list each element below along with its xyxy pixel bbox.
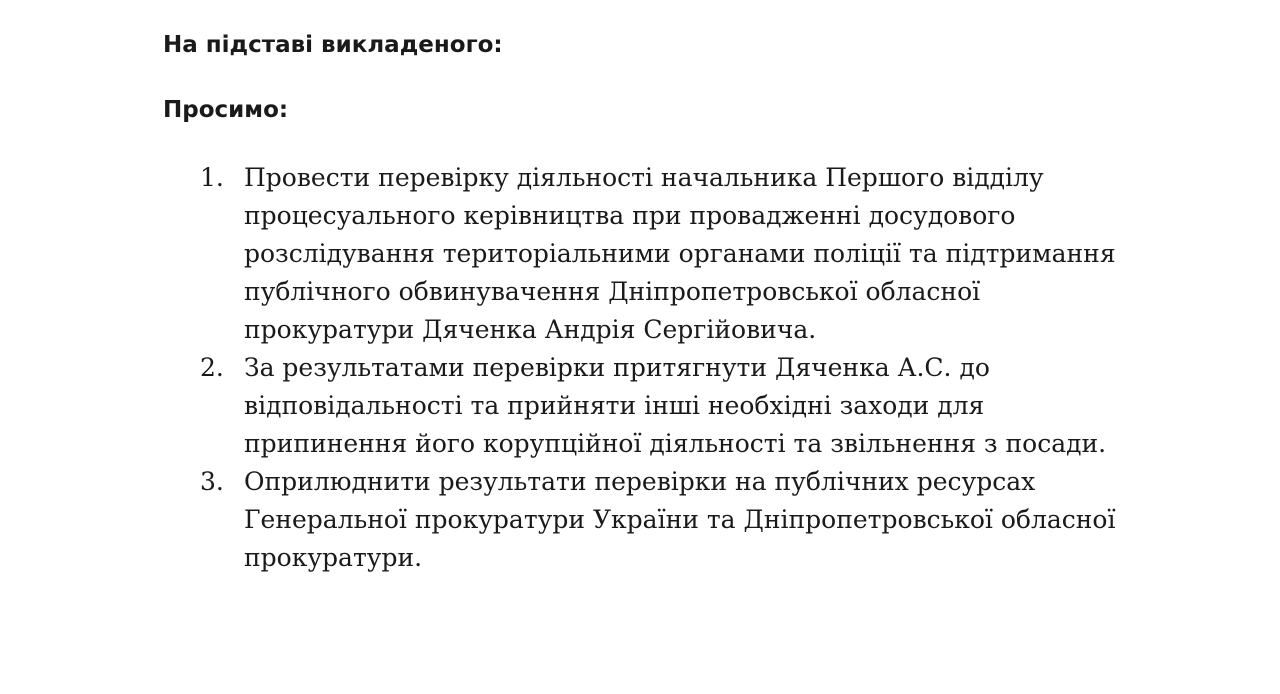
item-number: 3. (200, 467, 224, 496)
item-number: 1. (200, 163, 224, 192)
request-item-2 (200, 349, 1200, 463)
item-text (244, 159, 1200, 349)
item-number: 2. (200, 353, 224, 382)
item-line: Генеральної прокуратури України та Дніпропетровської обласної (244, 505, 1116, 534)
item-line: За результатами перевірки притягнути Дяченка А.С. до (244, 353, 990, 382)
request-item-3 (200, 463, 1200, 577)
item-line: припинення його корупційної діяльності та звільнення з посади. (244, 429, 1107, 458)
item-line: прокуратури. (244, 543, 423, 572)
item-line: розслідування територіальними органами поліції та підтримання (244, 239, 1116, 268)
item-line: прокуратури Дяченка Андрія Сергійовича. (244, 315, 817, 344)
item-line: Оприлюднити результати перевірки на публічних ресурсах (244, 467, 1036, 496)
request-heading: Просимо: (163, 97, 289, 123)
item-line: Провести перевірку діяльності начальника Першого відділу (244, 163, 1044, 192)
item-text (244, 349, 1200, 463)
item-line: публічного обвинувачення Дніпропетровської обласної (244, 277, 981, 306)
item-line: відповідальності та прийняти інші необхідні заходи для (244, 391, 985, 420)
item-line: процесуального керівництва при провадженні досудового (244, 201, 1016, 230)
item-text (244, 463, 1200, 577)
request-item-1 (200, 159, 1200, 349)
basis-heading: На підставі викладеного: (163, 32, 503, 58)
request-list (200, 159, 1200, 577)
